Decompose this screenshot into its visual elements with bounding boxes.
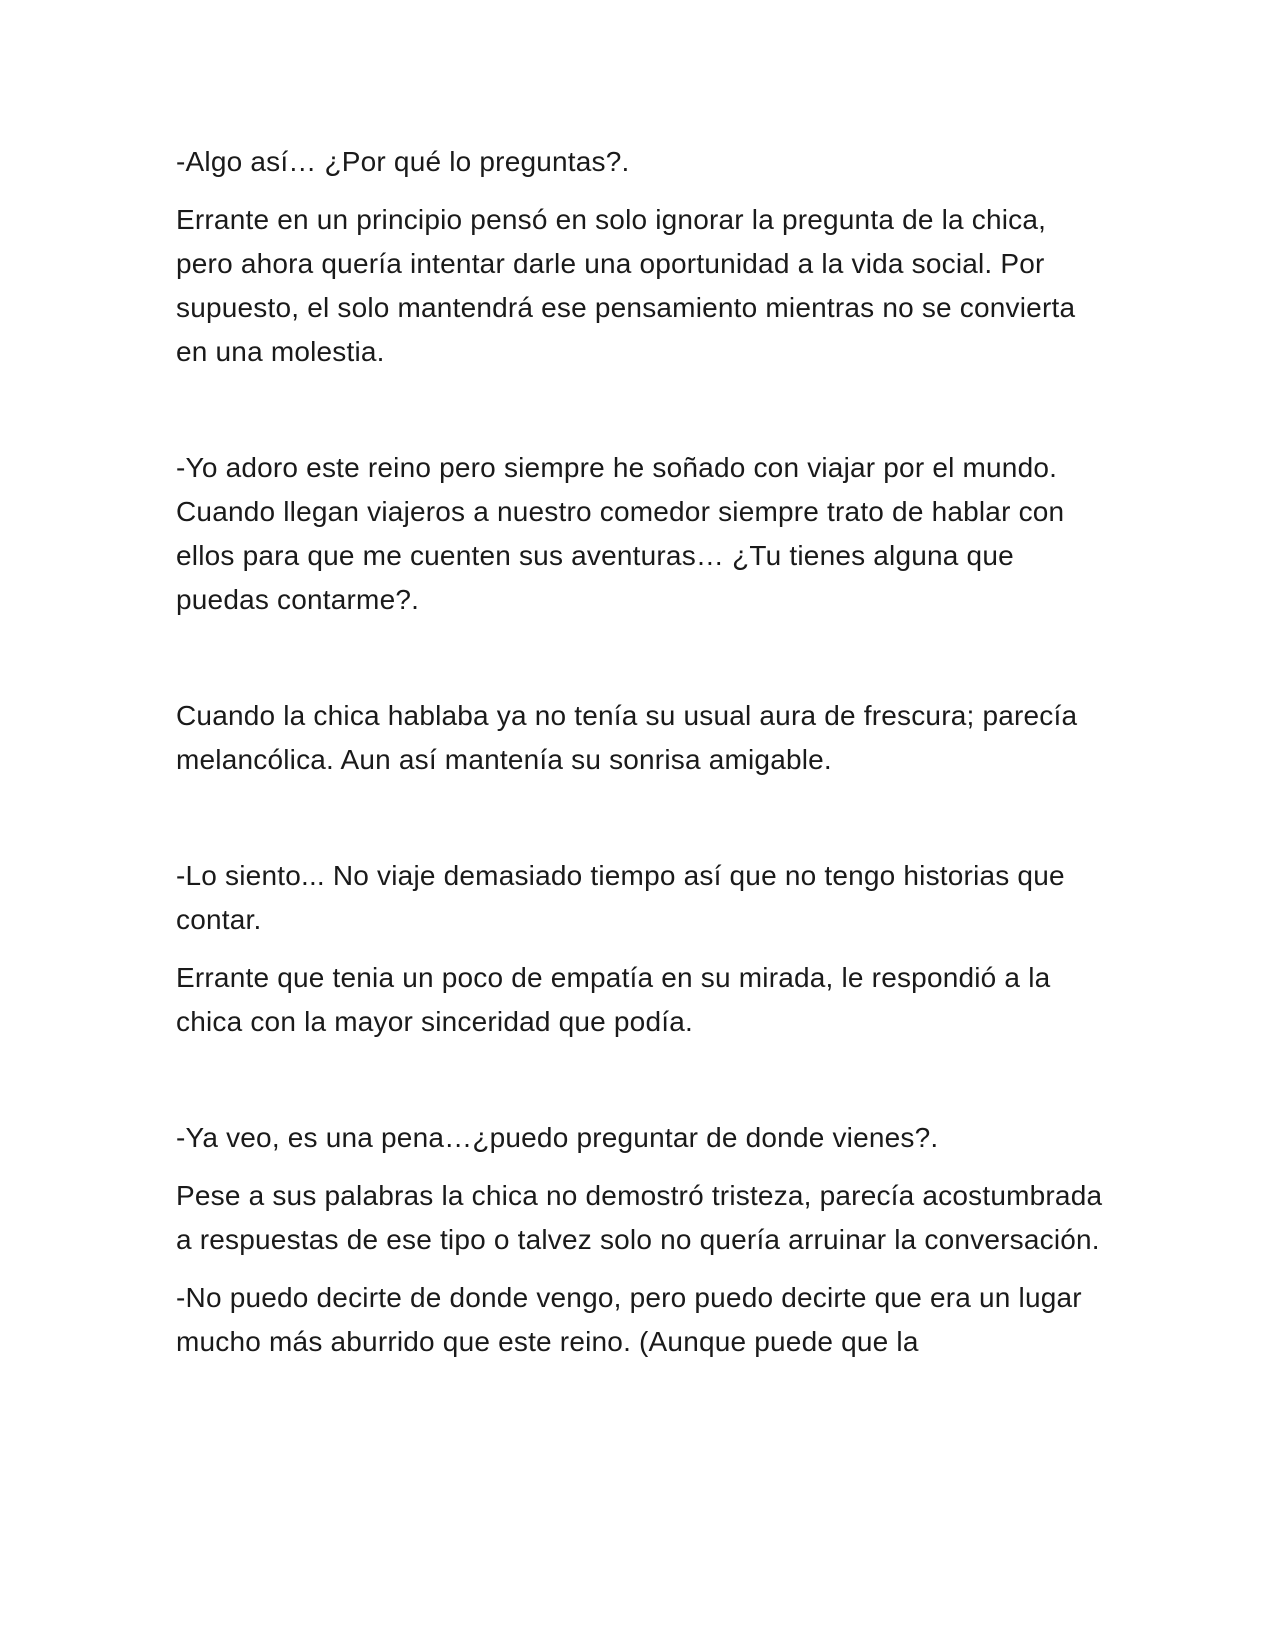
paragraph-7: -Ya veo, es una pena…¿puedo preguntar de donde vienes?. — [176, 1122, 939, 1153]
paragraph-2: Errante en un principio pensó en solo ignorar la pregunta de la chica, pero ahora quería intentar darle una oportunidad a la vida social. Por supuesto, el solo mantendrá ese pensamiento mientras no se convierta en una molestia. — [176, 204, 1076, 367]
paragraph-9: -No puedo decirte de donde vengo, pero puedo decirte que era un lugar mucho más aburrido que este reino. (Aunque puede que la — [176, 1282, 1082, 1357]
paragraph-1: -Algo así… ¿Por qué lo preguntas?. — [176, 146, 630, 177]
paragraph-4: Cuando la chica hablaba ya no tenía su usual aura de frescura; parecía melancólica. Aun así mantenía su sonrisa amigable. — [176, 700, 1078, 775]
paragraph-5: -Lo siento... No viaje demasiado tiempo así que no tengo historias que contar. — [176, 860, 1065, 935]
paragraph-3: -Yo adoro este reino pero siempre he soñado con viajar por el mundo. Cuando llegan viajeros a nuestro comedor siempre trato de hablar con ellos para que me cuenten sus aventuras… ¿Tu tienes alguna que puedas contarme?. — [176, 452, 1065, 615]
paragraph-8: Pese a sus palabras la chica no demostró tristeza, parecía acostumbrada a respuestas de ese tipo o talvez solo no quería arruinar la conversación. — [176, 1180, 1103, 1255]
document-body — [176, 140, 1106, 1364]
paragraph-6: Errante que tenia un poco de empatía en su mirada, le respondió a la chica con la mayor sinceridad que podía. — [176, 962, 1051, 1037]
